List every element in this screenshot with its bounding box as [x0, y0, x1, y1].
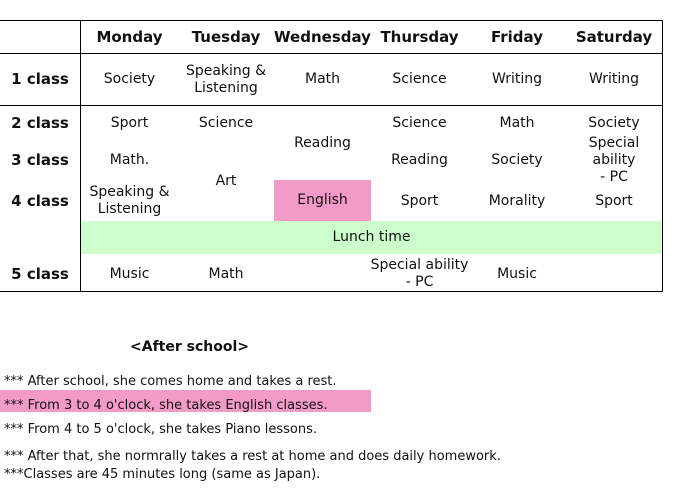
cell-r2-sat: Society [588, 114, 640, 131]
cell-r3-thu: Reading [391, 151, 448, 168]
cell-r5-thu: Special ability - PC [370, 257, 469, 290]
header-thursday: Thursday [380, 27, 459, 46]
cell-r4-fri: Morality [488, 192, 546, 209]
cell-r5-fri: Music [497, 265, 537, 282]
table-right-border [662, 20, 663, 292]
note-3: *** From 4 to 5 o'clock, she takes Piano lessons. [4, 422, 318, 437]
cell-r3-fri: Society [491, 151, 543, 168]
note-1: *** After school, she comes home and takes a rest. [4, 374, 337, 389]
label-class-5: 5 class [11, 264, 69, 283]
cell-r2-mon: Sport [110, 114, 149, 131]
cell-r3-mon: Math. [109, 151, 150, 168]
cell-r1-mon: Society [103, 71, 156, 87]
cell-r4-thu: Sport [400, 192, 439, 209]
label-class-1: 1 class [11, 70, 69, 88]
cell-r2-thu: Science [392, 114, 447, 131]
after-school-heading: <After school> [130, 339, 249, 355]
cell-r4-sat: Sport [595, 192, 633, 209]
cell-r2-tue: Science [198, 114, 254, 131]
cell-r1-thu: Science [392, 71, 447, 87]
header-tuesday: Tuesday [191, 27, 261, 46]
cell-r2-fri: Math [499, 114, 535, 131]
cell-r3-sat: Special ability - PC [588, 134, 640, 185]
cell-r1-sat: Writing [589, 71, 639, 87]
cell-r1-wed: Math [304, 71, 341, 87]
cell-r4-wed: English [297, 192, 348, 208]
cell-tue-art: Art [215, 172, 237, 189]
header-friday: Friday [490, 27, 543, 46]
label-class-3: 3 class [11, 150, 69, 169]
note-5: ***Classes are 45 minutes long (same as Japan). [4, 467, 321, 482]
note-4: *** After that, she normrally takes a rest at home and does daily homework. [4, 449, 501, 464]
cell-r4-mon: Speaking & Listening [89, 184, 170, 217]
label-class-2: 2 class [11, 113, 69, 132]
cell-r1-fri: Writing [492, 71, 542, 87]
header-wednesday: Wednesday [274, 27, 371, 46]
cell-r1-tue: Speaking & Listening [185, 62, 267, 96]
header-monday: Monday [96, 27, 163, 46]
cell-wed-reading: Reading [294, 134, 351, 151]
label-class-4: 4 class [11, 191, 69, 210]
cell-r5-tue: Math [208, 265, 244, 282]
lunch-time: Lunch time [332, 229, 411, 245]
header-saturday: Saturday [575, 27, 653, 46]
cell-r5-mon: Music [109, 265, 150, 282]
row1-bottom-border [0, 105, 663, 106]
note-2: *** From 3 to 4 o'clock, she takes English classes. [4, 398, 328, 413]
table-bottom-border [0, 291, 663, 292]
